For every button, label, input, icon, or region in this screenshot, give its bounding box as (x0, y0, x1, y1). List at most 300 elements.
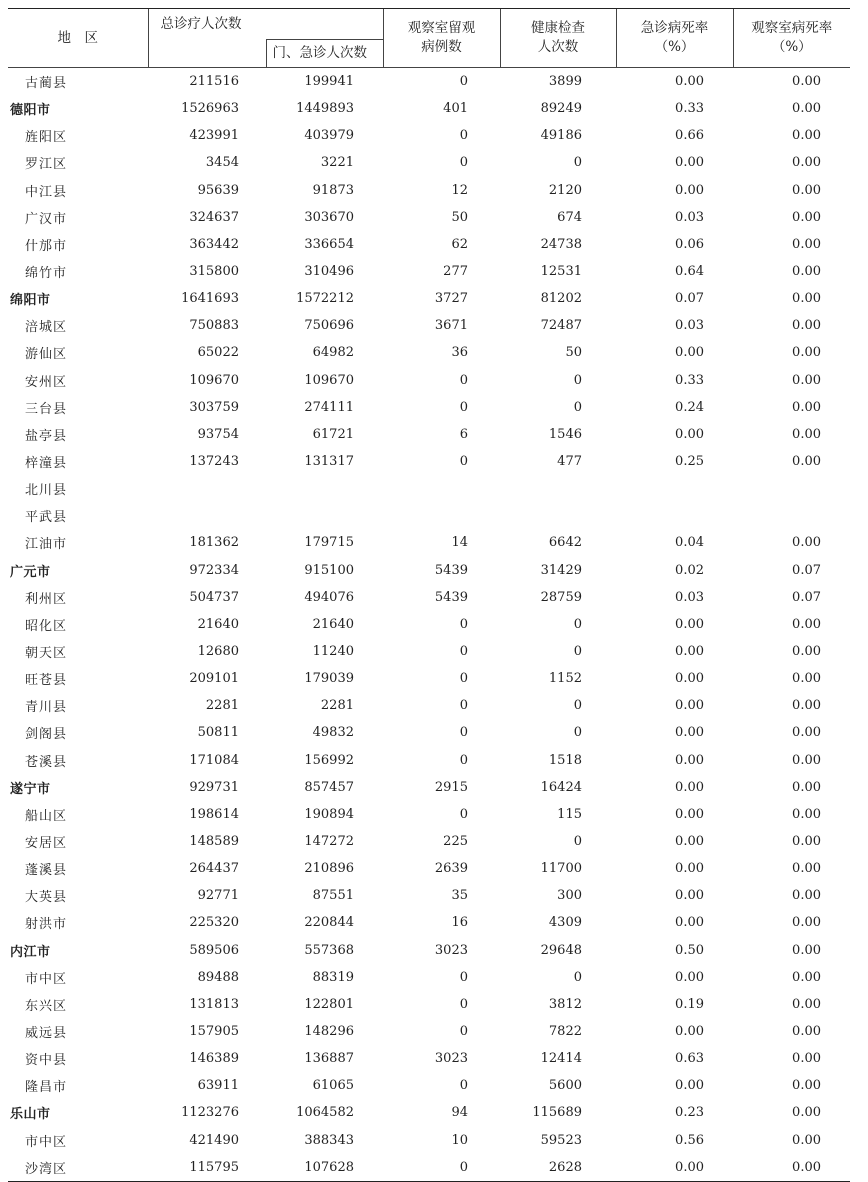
cell-observation-death-rate: 0.00 (792, 1023, 821, 1039)
cell-region: 沙湾区 (8, 1154, 148, 1182)
cell-total-visits: 171084 (189, 752, 239, 768)
cell-er-visits: 190894 (304, 806, 354, 822)
cell-health-checks: 0 (573, 698, 582, 714)
cell-er-visits: 857457 (304, 779, 354, 795)
cell-observation-death-rate: 0.00 (792, 535, 821, 551)
cell-health-checks: 2628 (500, 1154, 616, 1182)
cell-total-visits: 115795 (148, 1154, 266, 1182)
cell-total-visits: 504737 (189, 589, 239, 605)
cell-er-visits: 274111 (304, 399, 354, 415)
cell-emergency-death-rate: 0.04 (675, 535, 704, 551)
cell-region: 安州区 (25, 374, 68, 390)
cell-er-visits (266, 502, 383, 529)
table-row (8, 909, 850, 936)
cell-emergency-death-rate: 0.02 (675, 562, 704, 578)
cell-region: 船山区 (25, 808, 68, 824)
header-observation-death-rate (733, 9, 850, 68)
cell-health-checks: 81202 (540, 291, 582, 307)
cell-region: 盐亭县 (25, 428, 68, 444)
cell-observation-death-rate: 0.00 (792, 155, 821, 171)
cell-observation-cases: 0 (459, 1078, 468, 1094)
cell-observation-cases: 277 (443, 264, 468, 280)
cell-total-visits: 3454 (205, 155, 239, 171)
cell-emergency-death-rate: 0.00 (675, 969, 704, 985)
cell-region: 市中区 (25, 1134, 68, 1150)
cell-observation-cases: 14 (451, 535, 468, 551)
cell-er-visits: 64982 (312, 345, 354, 361)
cell-total-visits: 157905 (189, 1023, 239, 1039)
cell-emergency-death-rate: 0.00 (675, 345, 704, 361)
cell-health-checks: 11700 (540, 861, 582, 877)
cell-observation-death-rate: 0.00 (792, 752, 821, 768)
cell-observation-cases: 2639 (434, 861, 468, 877)
table-row (8, 828, 850, 855)
cell-observation-cases: 50 (451, 209, 468, 225)
cell-observation-cases: 0 (459, 616, 468, 632)
header-region: 地 区 (8, 9, 148, 68)
cell-observation-cases: 0 (459, 725, 468, 741)
cell-region: 罗江区 (25, 157, 68, 173)
cell-observation-cases: 0 (459, 155, 468, 171)
cell-emergency-death-rate: 0.00 (675, 74, 704, 90)
cell-total-visits: 65022 (197, 345, 239, 361)
table-row (8, 801, 850, 828)
cell-observation-cases: 5439 (434, 589, 468, 605)
cell-region: 乐山市 (10, 1107, 51, 1123)
cell-observation-cases: 0 (459, 1023, 468, 1039)
header-er-visits: 门、急诊人次数 (266, 40, 383, 68)
table-row (8, 367, 850, 394)
cell-region: 昭化区 (25, 618, 68, 634)
cell-total-visits: 421490 (189, 1132, 239, 1148)
cell-region: 绵竹市 (25, 266, 68, 282)
cell-region: 剑阁县 (25, 727, 68, 743)
cell-region: 大英县 (25, 890, 68, 906)
cell-observation-cases: 5439 (434, 562, 468, 578)
cell-emergency-death-rate: 0.00 (675, 861, 704, 877)
cell-observation-death-rate: 0.00 (792, 671, 821, 687)
cell-er-visits: 403979 (304, 128, 354, 144)
table-row (8, 964, 850, 991)
cell-total-visits: 589506 (189, 942, 239, 958)
cell-emergency-death-rate: 0.00 (675, 155, 704, 171)
cell-observation-cases: 36 (451, 345, 468, 361)
table-row (8, 177, 850, 204)
table-row (8, 339, 850, 366)
cell-observation-death-rate: 0.00 (792, 996, 821, 1012)
cell-health-checks: 12531 (540, 264, 582, 280)
cell-health-checks: 300 (557, 888, 582, 904)
cell-region: 青川县 (25, 700, 68, 716)
cell-observation-cases: 0 (459, 74, 468, 90)
cell-observation-death-rate: 0.00 (792, 806, 821, 822)
cell-health-checks: 1518 (548, 752, 582, 768)
cell-observation-cases: 35 (451, 888, 468, 904)
header-health-checks (500, 9, 616, 68)
cell-emergency-death-rate: 0.06 (675, 236, 704, 252)
header-observation-death-rate-line1: 观察室病死率 (751, 20, 833, 36)
cell-er-visits: 220844 (304, 915, 354, 931)
cell-emergency-death-rate: 0.24 (675, 399, 704, 415)
cell-health-checks: 29648 (540, 942, 582, 958)
table-header (8, 9, 850, 68)
cell-health-checks: 0 (573, 644, 582, 660)
cell-region: 广元市 (10, 564, 51, 580)
cell-total-visits: 315800 (189, 264, 239, 280)
table-row (8, 584, 850, 611)
cell-emergency-death-rate: 0.00 (616, 1154, 733, 1182)
cell-observation-death-rate: 0.00 (792, 779, 821, 795)
cell-emergency-death-rate: 0.00 (675, 834, 704, 849)
cell-emergency-death-rate: 0.03 (675, 318, 704, 334)
table-row (8, 1018, 850, 1045)
cell-emergency-death-rate: 0.00 (675, 725, 704, 741)
cell-total-visits: 2281 (205, 698, 239, 714)
cell-observation-death-rate: 0.00 (792, 942, 821, 958)
cell-observation-cases: 3023 (434, 1051, 468, 1067)
cell-region: 资中县 (25, 1053, 68, 1069)
cell-total-visits: 109670 (189, 372, 239, 388)
cell-er-visits: 310496 (304, 264, 354, 280)
cell-health-checks: 16424 (540, 779, 582, 795)
cell-region: 绵阳市 (10, 293, 51, 309)
cell-emergency-death-rate: 0.50 (675, 942, 704, 958)
city-row (8, 1099, 850, 1126)
header-total-visits: 总诊疗人次数 (148, 9, 383, 40)
cell-region: 内江市 (10, 944, 51, 960)
cell-health-checks: 3899 (548, 74, 582, 90)
cell-observation-death-rate: 0.00 (792, 1051, 821, 1067)
cell-observation-death-rate: 0.00 (792, 1132, 821, 1148)
cell-health-checks: 115689 (532, 1105, 582, 1121)
cell-observation-death-rate: 0.00 (792, 128, 821, 144)
cell-region: 什邡市 (25, 238, 68, 254)
cell-er-visits: 2281 (320, 698, 354, 714)
cell-total-visits: 972334 (189, 562, 239, 578)
cell-emergency-death-rate: 0.00 (675, 671, 704, 687)
cell-total-visits: 363442 (189, 236, 239, 252)
cell-emergency-death-rate: 0.03 (675, 209, 704, 225)
cell-region: 中江县 (25, 184, 68, 200)
cell-observation-death-rate: 0.00 (792, 399, 821, 415)
cell-observation-death-rate: 0.00 (792, 101, 821, 117)
cell-health-checks: 12414 (540, 1051, 582, 1067)
cell-region: 旺苍县 (25, 673, 68, 689)
cell-total-visits: 198614 (189, 806, 239, 822)
cell-total-visits: 423991 (189, 128, 239, 144)
cell-total-visits: 181362 (189, 535, 239, 551)
cell-er-visits: 557368 (304, 942, 354, 958)
cell-region: 广汉市 (25, 211, 68, 227)
city-row (8, 937, 850, 964)
cell-emergency-death-rate: 0.00 (675, 182, 704, 198)
cell-total-visits: 750883 (189, 318, 239, 334)
cell-observation-death-rate: 0.00 (792, 915, 821, 931)
cell-observation-death-rate: 0.00 (792, 725, 821, 741)
cell-observation-cases: 16 (451, 915, 468, 931)
cell-observation-cases: 0 (459, 372, 468, 388)
cell-health-checks: 0 (573, 372, 582, 388)
cell-health-checks: 1546 (548, 426, 582, 442)
cell-total-visits: 324637 (189, 209, 239, 225)
cell-health-checks: 0 (573, 969, 582, 985)
cell-er-visits: 494076 (304, 589, 354, 605)
cell-er-visits: 49832 (312, 725, 354, 741)
table-row (8, 502, 850, 529)
cell-health-checks: 31429 (540, 562, 582, 578)
cell-region: 隆昌市 (25, 1080, 68, 1096)
cell-observation-cases: 0 (459, 752, 468, 768)
table-row (8, 312, 850, 339)
cell-er-visits: 303670 (304, 209, 354, 225)
cell-region: 北川县 (25, 483, 68, 499)
cell-er-visits: 1449893 (296, 101, 354, 117)
cell-region: 遂宁市 (10, 781, 51, 797)
cell-observation-cases: 94 (451, 1105, 468, 1121)
cell-health-checks: 49186 (540, 128, 582, 144)
cell-er-visits: 136887 (304, 1051, 354, 1067)
table-row (8, 1045, 850, 1072)
cell-region: 蓬溪县 (25, 863, 68, 879)
cell-emergency-death-rate: 0.19 (675, 996, 704, 1012)
cell-emergency-death-rate: 0.66 (675, 128, 704, 144)
cell-region: 苍溪县 (25, 754, 68, 770)
table-row (8, 122, 850, 149)
cell-observation-death-rate: 0.00 (792, 74, 821, 90)
cell-observation-cases: 0 (459, 996, 468, 1012)
cell-observation-death-rate: 0.00 (792, 182, 821, 198)
cell-total-visits: 1641693 (181, 291, 239, 307)
cell-total-visits: 264437 (189, 861, 239, 877)
cell-observation-cases: 401 (443, 101, 468, 117)
cell-observation-cases: 12 (451, 182, 468, 198)
cell-emergency-death-rate: 0.00 (675, 888, 704, 904)
table-row (8, 855, 850, 882)
table-row (8, 68, 850, 96)
cell-emergency-death-rate: 0.00 (675, 1023, 704, 1039)
cell-observation-death-rate: 0.00 (792, 236, 821, 252)
statistics-page (8, 8, 850, 1182)
cell-health-checks: 50 (565, 345, 582, 361)
cell-er-visits: 3221 (320, 155, 354, 171)
cell-region: 安居区 (25, 836, 68, 851)
cell-observation-death-rate: 0.00 (792, 291, 821, 307)
cell-health-checks: 7822 (548, 1023, 582, 1039)
cell-emergency-death-rate: 0.00 (675, 752, 704, 768)
cell-health-checks: 59523 (540, 1132, 582, 1148)
cell-observation-cases: 2915 (434, 779, 468, 795)
cell-observation-cases: 0 (459, 644, 468, 660)
table-row (8, 719, 850, 746)
cell-er-visits: 61721 (312, 426, 354, 442)
cell-total-visits: 1526963 (181, 101, 239, 117)
cell-health-checks: 0 (573, 616, 582, 632)
cell-total-visits: 209101 (189, 671, 239, 687)
cell-observation-cases: 0 (459, 671, 468, 687)
cell-emergency-death-rate: 0.64 (675, 264, 704, 280)
table-row (8, 1072, 850, 1099)
cell-region: 涪城区 (25, 320, 68, 336)
cell-emergency-death-rate (616, 502, 733, 529)
cell-er-visits: 156992 (304, 752, 354, 768)
cell-region: 市中区 (25, 971, 68, 987)
header-emergency-death-rate (616, 9, 733, 68)
cell-observation-cases: 0 (459, 454, 468, 470)
cell-total-visits: 21640 (197, 616, 239, 632)
cell-observation-cases: 0 (459, 969, 468, 985)
table-row (8, 1154, 850, 1182)
cell-observation-death-rate: 0.00 (792, 698, 821, 714)
cell-observation-death-rate: 0.00 (792, 1105, 821, 1121)
table-row (8, 149, 850, 176)
cell-observation-death-rate: 0.00 (792, 264, 821, 280)
cell-er-visits: 1572212 (296, 291, 354, 307)
cell-er-visits: 750696 (304, 318, 354, 334)
cell-observation-cases: 0 (459, 128, 468, 144)
table-row (8, 991, 850, 1018)
cell-total-visits: 1123276 (181, 1105, 239, 1121)
cell-total-visits: 92771 (197, 888, 239, 904)
cell-region: 梓潼县 (25, 456, 68, 472)
cell-observation-death-rate: 0.00 (792, 318, 821, 334)
cell-region: 江油市 (25, 537, 68, 553)
cell-total-visits: 929731 (189, 779, 239, 795)
city-row (8, 95, 850, 122)
cell-health-checks: 0 (573, 834, 582, 849)
cell-observation-death-rate: 0.07 (792, 562, 821, 578)
cell-region: 三台县 (25, 401, 68, 417)
table-row (8, 665, 850, 692)
cell-health-checks: 3812 (548, 996, 582, 1012)
hospital-statistics-table (8, 8, 850, 1182)
cell-er-visits: 179715 (304, 535, 354, 551)
table-row (8, 475, 850, 502)
cell-emergency-death-rate: 0.23 (675, 1105, 704, 1121)
cell-er-visits: 21640 (312, 616, 354, 632)
cell-observation-death-rate: 0.00 (792, 861, 821, 877)
cell-er-visits: 11240 (312, 644, 354, 660)
cell-observation-death-rate: 0.00 (792, 616, 821, 632)
cell-health-checks: 24738 (540, 236, 582, 252)
cell-total-visits: 95639 (197, 182, 239, 198)
cell-observation-cases: 0 (459, 399, 468, 415)
city-row (8, 774, 850, 801)
cell-total-visits: 148589 (189, 834, 239, 849)
cell-observation-cases: 3671 (434, 318, 468, 334)
cell-emergency-death-rate: 0.00 (675, 616, 704, 632)
cell-observation-cases (383, 475, 500, 502)
cell-er-visits (266, 475, 383, 502)
cell-observation-death-rate: 0.00 (792, 345, 821, 361)
cell-total-visits: 137243 (189, 454, 239, 470)
cell-observation-death-rate: 0.00 (792, 426, 821, 442)
city-row (8, 557, 850, 584)
table-row (8, 231, 850, 258)
cell-health-checks: 5600 (548, 1078, 582, 1094)
cell-total-visits (148, 475, 266, 502)
cell-total-visits: 303759 (189, 399, 239, 415)
cell-total-visits: 131813 (189, 996, 239, 1012)
cell-total-visits: 211516 (189, 74, 239, 90)
cell-health-checks: 0 (573, 399, 582, 415)
table-row (8, 1126, 850, 1153)
cell-health-checks: 477 (557, 454, 582, 470)
cell-observation-death-rate: 0.00 (792, 209, 821, 225)
cell-total-visits: 225320 (189, 915, 239, 931)
cell-health-checks: 4309 (548, 915, 582, 931)
cell-er-visits: 915100 (304, 562, 354, 578)
cell-er-visits: 148296 (304, 1023, 354, 1039)
cell-observation-death-rate (733, 475, 850, 502)
cell-total-visits: 50811 (197, 725, 239, 741)
cell-emergency-death-rate (616, 475, 733, 502)
cell-observation-death-rate: 0.07 (792, 589, 821, 605)
cell-total-visits (148, 502, 266, 529)
cell-emergency-death-rate: 0.00 (675, 698, 704, 714)
cell-observation-death-rate: 0.00 (792, 969, 821, 985)
cell-emergency-death-rate: 0.07 (675, 291, 704, 307)
cell-observation-death-rate: 0.00 (733, 1154, 850, 1182)
table-row (8, 882, 850, 909)
cell-health-checks: 0 (573, 725, 582, 741)
cell-emergency-death-rate: 0.00 (675, 915, 704, 931)
table-row (8, 394, 850, 421)
cell-er-visits: 122801 (304, 996, 354, 1012)
cell-health-checks: 89249 (540, 101, 582, 117)
table-body (8, 68, 850, 1182)
cell-observation-cases: 6 (459, 426, 468, 442)
cell-observation-death-rate: 0.00 (792, 372, 821, 388)
cell-observation-cases: 62 (451, 236, 468, 252)
cell-emergency-death-rate: 0.00 (675, 779, 704, 795)
cell-er-visits: 1064582 (296, 1105, 354, 1121)
cell-health-checks: 72487 (540, 318, 582, 334)
cell-emergency-death-rate: 0.00 (675, 644, 704, 660)
cell-observation-death-rate: 0.00 (792, 834, 821, 849)
cell-observation-death-rate: 0.00 (792, 644, 821, 660)
cell-er-visits: 131317 (304, 454, 354, 470)
cell-emergency-death-rate: 0.63 (675, 1051, 704, 1067)
cell-total-visits: 63911 (197, 1078, 239, 1094)
cell-observation-cases: 0 (383, 1154, 500, 1182)
header-emergency-death-rate-line2: （%） (654, 39, 695, 55)
cell-health-checks: 115 (557, 806, 582, 822)
cell-total-visits: 146389 (189, 1051, 239, 1067)
table-row (8, 529, 850, 556)
cell-emergency-death-rate: 0.33 (675, 372, 704, 388)
cell-region: 古蔺县 (25, 76, 68, 92)
cell-health-checks: 0 (573, 155, 582, 171)
header-health-checks-line2: 人次数 (537, 39, 579, 55)
cell-health-checks: 1152 (548, 671, 582, 687)
cell-region: 利州区 (25, 591, 68, 607)
cell-er-visits: 109670 (304, 372, 354, 388)
cell-er-visits: 336654 (304, 236, 354, 252)
city-row (8, 285, 850, 312)
header-emergency-death-rate-line1: 急诊病死率 (640, 20, 709, 36)
cell-total-visits: 89488 (197, 969, 239, 985)
cell-health-checks: 2120 (548, 182, 582, 198)
table-row (8, 638, 850, 665)
table-row (8, 448, 850, 475)
cell-observation-death-rate: 0.00 (792, 1078, 821, 1094)
cell-observation-cases: 0 (459, 698, 468, 714)
cell-emergency-death-rate: 0.03 (675, 589, 704, 605)
cell-er-visits: 179039 (304, 671, 354, 687)
cell-region: 东兴区 (25, 998, 68, 1014)
cell-health-checks: 674 (557, 209, 582, 225)
cell-emergency-death-rate: 0.00 (675, 1078, 704, 1094)
